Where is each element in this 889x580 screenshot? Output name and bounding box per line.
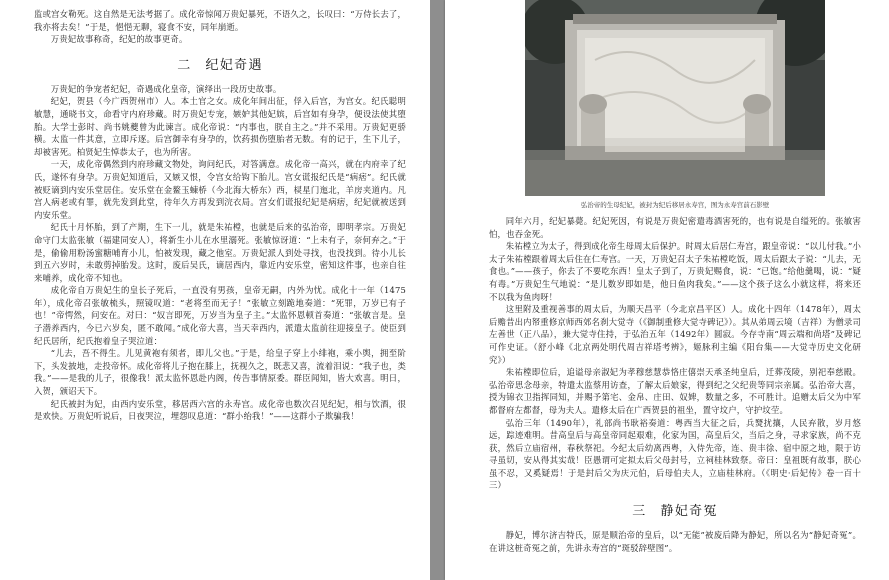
right-page xyxy=(445,0,889,580)
right-paragraph-1: 同年六月，纪妃暴薨。纪妃死因，有说是万贵妃密遣毒酒害死的，也有说是自缢死的。张敏害怕，也吞金死。 xyxy=(489,216,861,239)
screen-wall-photo xyxy=(525,0,825,196)
right-paragraph-5: 弘治三年（1490年），礼部尚书耿裕奏道：粤西当大征之后，兵燹扰攘，人民弃散，岁月悠远，踪迹难明。昔高皇后与高皇帝同起艰难，化家为国，高皇后父，当后之身，寻求家族，尚不克获，然后立庙宿州，春秋祭祀。今纪太后幼离西粤，入侍先帝，连、贵丰徐、宿中原之地，限于访寻虽切，安从得其实哉！臣愚谓可定拟太后父母封号，立祠桂林致祭。帝曰：皇祖既有故事，朕心虽不忍，又奚疑焉！于是封后父为庆元伯，后母伯夫人，立庙桂林府。（《明史·后妃传》卷一百十三） xyxy=(489,417,861,491)
right-paragraph-2: 朱祐樘立为太子，得到成化帝生母周太后保护。时周太后居仁寿宫，跟皇帝说：“以儿付我。”小太子朱祐樘跟着周太后住在仁寿宫。一天，万贵妃召太子朱祐樘吃饭，周太后跟太子说：“儿去，无食也。”——孩子，你去了不要吃东西！皇太子到了，万贵妃赐食，说：“已饱。”给他羹喝，说：“疑有毒。”万贵妃生气地说：“是儿数岁即如是，他日鱼肉我矣。”——这个孩子这么小就这样，将来还不以我为鱼肉呀！ xyxy=(489,241,861,302)
right-closing-paragraph: 静妃，博尔济吉特氏，原是顺治帝的皇后，以“无能”被废后降为静妃，所以名为“静妃奇冤”。在讲这桩奇冤之前，先讲永寿宫的“斑驳辞壁图”。 xyxy=(489,530,861,553)
right-paragraph-4: 朱祐樘即位后，追谥母亲淑妃为孝穆慈慧恭恪庄僖崇天承圣纯皇后，迁葬茂陵，别祀奉慈殿。弘治帝思念母亲，特遣太监蔡用访查，了解太后娘家，得到纪之父纪贵等同宗亲属。弘治帝大喜，授为锦衣卫指挥同知，并赐予第宅、金帛、庄田、奴婢，数量之多，不可胜计。追赠太后父为中军都督府左都督，母为夫人。遣修太后在广西贺县的祖坐，置守坟户，守护坟茔。 xyxy=(489,367,861,415)
section-3-title: 静妃奇冤 xyxy=(660,504,718,520)
section-2-title: 纪妃奇遇 xyxy=(205,57,263,73)
left-paragraph-1: 万贵妃的争宠者纪妃，奇遇成化皇帝，演绎出一段历史故事。 xyxy=(50,83,282,94)
left-paragraph-7: 纪氏被封为妃，由西内安乐堂，移居西六宫的永寿宫。成化帝也数次召见纪妃，相与饮酒，很是欢快。万贵妃听说后，日夜哭泣，埋怨叹息道：“群小绐我！”——这群小子欺骗我！ xyxy=(34,398,406,422)
left-paragraph-5: 成化帝自万贵妃生的皇长子死后，一直没有男孩，皇帝无嗣，内外为忧。成化十一年（1475年），成化帝召张敏梳头，照镜叹道：“老将至而无子！”张敏立刻跪地奏道：“死罪，万岁已有子也！”帝愕然，问安在。对曰：“奴言即死，万岁当为皇子主。”太监怀恩顿首奏道：“张敏言是。皇子潜养西内，今已六岁矣，匿不敢闻。”成化帝大喜，当天幸西内，派遣太监前往迎接皇子。使臣到纪氏居所，纪氏抱着皇子哭泣道： xyxy=(34,285,406,346)
left-paragraph-4: 纪氏十月怀胎，到了产期，生下一儿，就是朱祐樘，也就是后来的弘治帝，即明孝宗。万贵妃命守门太监张敏（福建同安人），将新生小儿在水里溺死。张敏惊讶道：“上未有子，奈何弃之。”于是，偷偷用粉汤蜜糖哺育小儿，怕被发现，藏之他室。万贵妃派人到处寻找，也没找到。待小儿长到五六岁时，未敢剪掉胎发。这时，废后吴氏，谪居西内，靠近内安乐堂，密知这件事，也亲自往来哺养，成化帝不知也。 xyxy=(34,222,406,283)
right-paragraph-3: 这里附及重视善事的周太后，为顺天昌平（今北京昌平区）人。成化十四年（1478年），周太后赡昔出内帑重修京师西郊名刹大觉寺（《御制重修大觉寺碑记》）。其从弟周云境（吉祥）为僧录司左善世（正八品），兼大觉寺住持，于弘治五年（1492年）圆寂。今存寺南“周云端和尚塔”及碑记可作史证。（舒小峰《北京两处明代周吉祥塔考辨》，姬脉利主编《阳台集——大觉寺历史文化研究》） xyxy=(489,304,861,365)
photo-caption: 弘治帝的生母纪妃，被封为纪后移居永寿宫，图为永寿宫前石影壁 xyxy=(580,201,770,209)
intro-paragraph-2: 万贵妃故事称奇，纪妃的故事更奇。 xyxy=(50,34,188,45)
section-3-number: 三 xyxy=(632,504,647,520)
intro-paragraph-1: 监或宫女勒死。这自然是无法考据了。成化帝惊闻万贵妃暴死，不语久之，长叹曰：“万侍长去了，我亦将去矣！”于是，悒悒无聊，寝食不安，同年崩逝。 xyxy=(34,9,406,32)
right-page-content xyxy=(489,0,861,554)
left-paragraph-3: 一天，成化帝偶然到内府珍藏文物处，询问纪氏，对答满意。成化帝一高兴，就在内府幸了纪氏，遂怀有身孕。万贵妃知道后，又嫉又恨，令宫女给钩下胎儿。宫女谎报纪氏是“病痞”。纪氏就被贬谪到内安乐堂居住。安乐堂在金鳌玉蝀桥（今北海大桥东）西，棂星门迤北，羊房夹道内。凡宫人病老或有罪，就先发到此堂，待年久方再发到浣衣局。宫女们谎报纪妃是病痞，纪妃就被送到内安乐堂。 xyxy=(34,159,406,220)
left-paragraph-2: 纪妃，贺县（今广西贺州市）人。本土官之女。成化年间出征，俘入后宫，为宫女。纪氏聪明敏慧，通晓书文，命看守内府珍藏。时万贵妃专宠，嫉妒其他妃嫔，后宫如有身孕，便设法使其堕胎。大学士彭时、尚书姚夔曾为此谏言。成化帝说：“内事也，朕自主之。”并不采用。万贵妃更骄横。太监一件其意，立即斥逐。后宫御幸有身孕的，饮药损伤堕胎者无数。有的记于，生下儿子，却被害死。柏贤妃生悼恭太子，也为所害。 xyxy=(34,96,406,157)
left-page xyxy=(0,0,430,580)
page-gutter xyxy=(430,0,445,580)
section-3-heading xyxy=(489,500,861,519)
left-paragraph-6: “儿去，吾不得生。儿见黄袍有须者，即儿父也。”于是，给皇子穿上小绯袍，乘小舆，拥至阶下，头发披地，走投帝怀。成化帝将儿子抱在膝上，抚视久之，既悲又喜，流着泪说：“我子也，类我。”——是我的儿子，很像我！派太监怀恩赴内阁，传告事情原委。群臣闻知，皆大欢喜。明日，入贺，颁诏天下。 xyxy=(34,348,406,397)
section-2-heading xyxy=(34,54,406,73)
screen-wall-illustration xyxy=(525,0,825,196)
left-page-content xyxy=(34,8,406,423)
section-2-number: 二 xyxy=(177,57,192,73)
